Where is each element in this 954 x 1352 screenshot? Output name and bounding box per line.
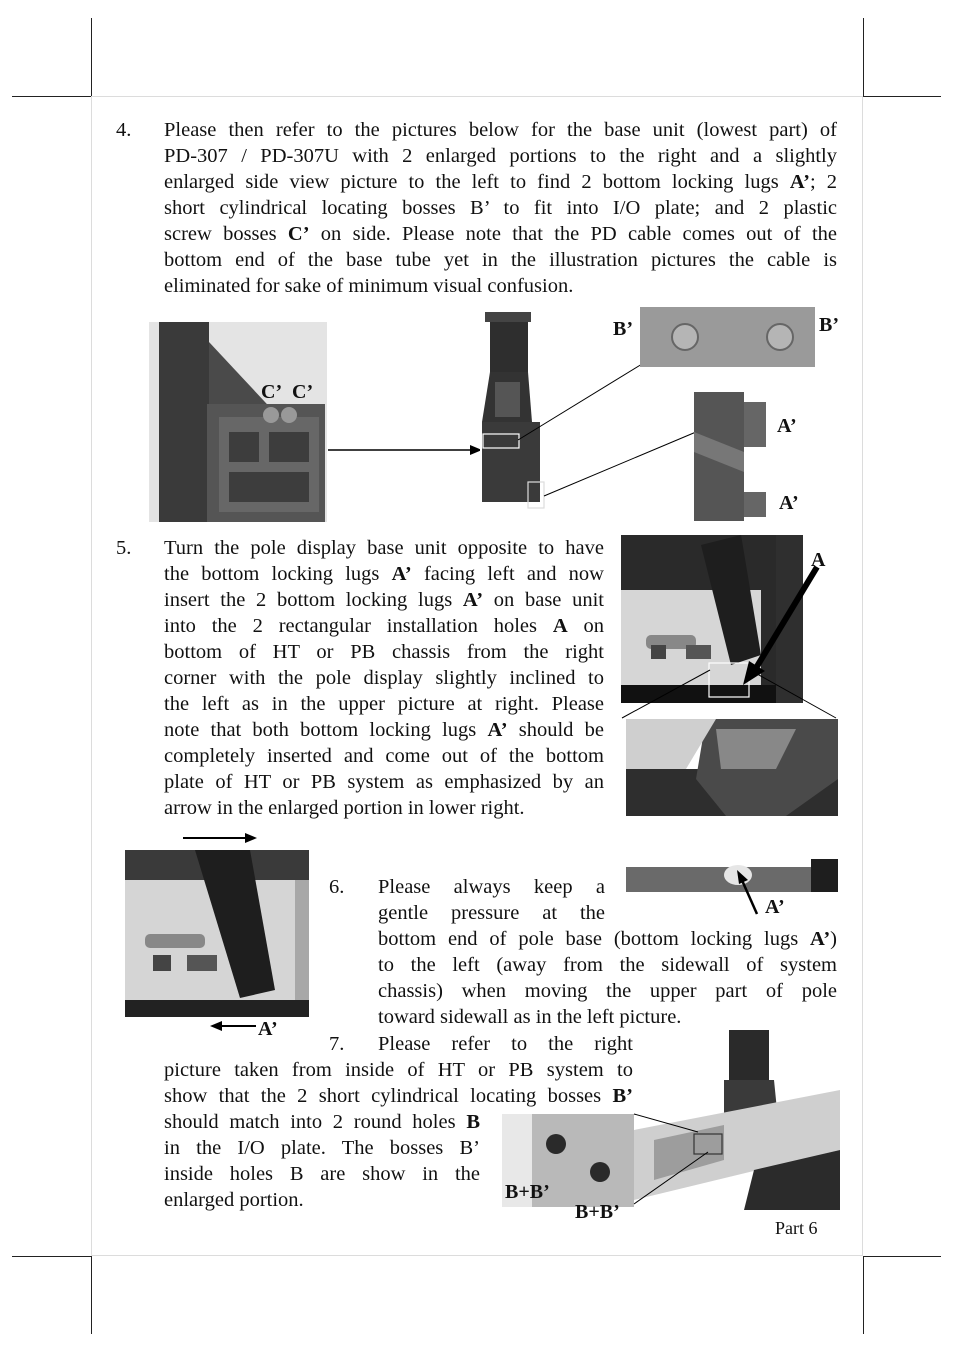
text-line: bottom end of the base tube yet in the illustration pictures the cable is bbox=[164, 249, 837, 271]
text-line: screw bosses C’ on side. Please note that the PD cable comes out of the bbox=[164, 223, 838, 245]
label-a-prime: A’ bbox=[777, 415, 797, 437]
enlarged-lug-photo bbox=[626, 719, 838, 816]
text-line: show that the 2 short cylindrical locating bosses B’ bbox=[164, 1085, 633, 1107]
lugs-enlarged-photo bbox=[694, 392, 770, 521]
label-c-prime: C’ bbox=[261, 381, 283, 403]
item-4-text bbox=[164, 117, 837, 299]
label-c-prime: C’ bbox=[292, 381, 314, 403]
text-line: Please always keep a bbox=[378, 876, 605, 898]
text-line: Turn the pole display base unit opposite to have bbox=[164, 537, 604, 559]
text-line: should match into 2 round holes B bbox=[164, 1111, 480, 1133]
item-6-text-short bbox=[378, 874, 605, 926]
base-unit-side-photo bbox=[149, 322, 327, 522]
crop-mark bbox=[863, 96, 941, 97]
connector-lines bbox=[500, 360, 700, 510]
label-b-plus-b-prime: B+B’ bbox=[575, 1201, 620, 1223]
item-number: 6. bbox=[329, 876, 345, 898]
text-line: short cylindrical locating bosses B’ to fit into I/O plate; and 2 plastic bbox=[164, 197, 837, 219]
text-line: eliminated for sake of minimum visual confusion. bbox=[164, 275, 574, 297]
lug-strip-photo bbox=[626, 859, 838, 892]
text-line: PD-307 / PD-307U with 2 enlarged portions to the right and a slightly bbox=[164, 145, 837, 167]
text-line: bottom end of pole base (bottom locking lugs A’) bbox=[378, 928, 837, 950]
label-a-prime: A’ bbox=[258, 1018, 278, 1040]
crop-mark bbox=[12, 96, 91, 97]
text-line: the left as in the upper picture at right. Please bbox=[164, 693, 604, 715]
crop-mark bbox=[863, 1256, 864, 1334]
text-line: bottom of HT or PB chassis from the right bbox=[164, 641, 604, 663]
label-a: A bbox=[811, 549, 826, 571]
pole-tilt-photo bbox=[125, 850, 309, 1017]
connector-lines bbox=[620, 1100, 740, 1210]
text-line: toward sidewall as in the left picture. bbox=[378, 1006, 682, 1028]
crop-mark bbox=[863, 18, 864, 96]
arrow-left-icon bbox=[210, 1019, 256, 1033]
item-number: 7. bbox=[329, 1033, 345, 1055]
text-line: in the I/O plate. The bosses B’ bbox=[164, 1137, 480, 1159]
text-line: note that both bottom locking lugs A’ should be bbox=[164, 719, 604, 741]
text-line: enlarged side view picture to the left to find 2 bottom locking lugs A’; 2 bbox=[164, 171, 838, 193]
arrow-icon bbox=[733, 868, 763, 918]
item-7-first-line: Please refer to the right bbox=[378, 1033, 633, 1055]
arrow-right-icon bbox=[183, 831, 259, 845]
text-line: corner with the pole display slightly inclined to bbox=[164, 667, 604, 689]
text-line: the bottom locking lugs A’ facing left and now bbox=[164, 563, 604, 585]
label-a-prime: A’ bbox=[765, 896, 785, 918]
text-line: completely inserted and come out of the bottom bbox=[164, 745, 604, 767]
text-line: plate of HT or PB system as emphasized by an bbox=[164, 771, 604, 793]
label-b-prime: B’ bbox=[819, 314, 839, 336]
label-b-prime: B’ bbox=[613, 318, 633, 340]
text-line: to the left (away from the sidewall of system bbox=[378, 954, 837, 976]
item-7-text bbox=[164, 1057, 633, 1109]
crop-mark bbox=[863, 1256, 941, 1257]
bosses-enlarged-photo bbox=[640, 307, 815, 367]
text-line: picture taken from inside of HT or PB system to bbox=[164, 1059, 633, 1081]
text-line: into the 2 rectangular installation holes A on bbox=[164, 615, 605, 637]
text-line: gentle pressure at the bbox=[378, 902, 605, 924]
text-line: Please then refer to the pictures below for the base unit (lowest part) of bbox=[164, 119, 837, 141]
pointer-arrow bbox=[326, 440, 486, 460]
item-6-text bbox=[378, 926, 837, 1030]
text-line: chassis) when moving the upper part of pole bbox=[378, 980, 837, 1002]
text-line: arrow in the enlarged portion in lower right. bbox=[164, 797, 525, 819]
crop-mark bbox=[91, 18, 92, 96]
label-b-plus-b-prime: B+B’ bbox=[505, 1181, 550, 1203]
item-5-text bbox=[164, 535, 604, 821]
crop-mark bbox=[12, 1256, 91, 1257]
crop-mark bbox=[91, 1256, 92, 1334]
label-a-prime: A’ bbox=[779, 492, 799, 514]
text-line: inside holes B are show in the bbox=[164, 1163, 480, 1185]
item-number: 5. bbox=[116, 537, 132, 559]
page-footer: Part 6 bbox=[775, 1218, 818, 1238]
item-number: 4. bbox=[116, 119, 132, 141]
text-line: enlarged portion. bbox=[164, 1189, 304, 1211]
text-line: insert the 2 bottom locking lugs A’ on base unit bbox=[164, 589, 604, 611]
item-7-text-short bbox=[164, 1109, 480, 1213]
